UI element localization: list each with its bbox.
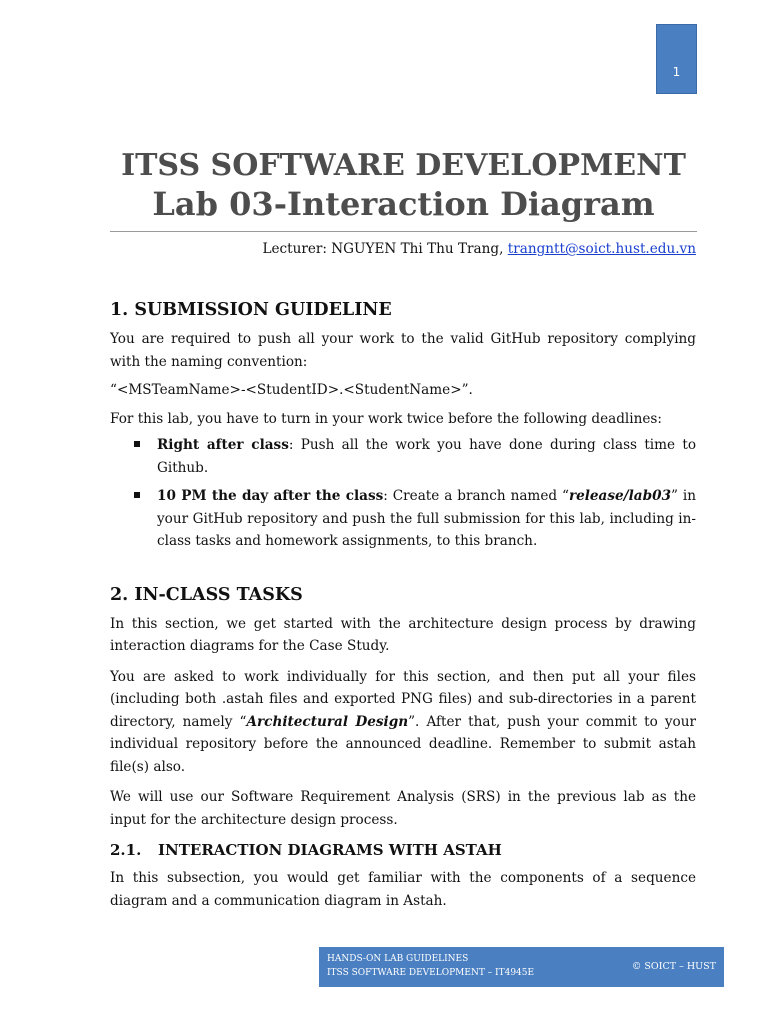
- deadline-2-label: 10 PM the day after the class: [157, 488, 384, 504]
- footer-copyright: © SOICT – HUST: [631, 961, 716, 972]
- naming-convention: “<MSTeamName>-<StudentID>.<StudentName>”.: [110, 382, 473, 398]
- deadline-2-text-b: ” in your GitHub repository and push the full submission for this lab, including in-class tasks and homework assignments, to this branch.: [157, 488, 696, 549]
- section-2-1-paragraph-1: In this subsection, you would get familiar with the components of a sequence diagram and a communication diagram in Astah.: [110, 870, 696, 909]
- section-2-1-number: 2.1.: [110, 841, 142, 859]
- title-line-2: Lab 03-Interaction Diagram: [152, 185, 655, 223]
- section-2-heading: 2. IN-CLASS TASKS: [110, 584, 303, 605]
- deadline-1-label: Right after class: [157, 437, 289, 453]
- page-number: 1: [672, 65, 681, 79]
- deadline-2-text-a: : Create a branch named “: [383, 488, 569, 504]
- footer-banner: [319, 947, 724, 987]
- lecturer-label: Lecturer: NGUYEN Thi Thu Trang,: [262, 241, 508, 257]
- bullet-icon: [134, 441, 140, 447]
- section-2-1-title: INTERACTION DIAGRAMS WITH ASTAH: [158, 841, 502, 859]
- section-1-heading: 1. SUBMISSION GUIDELINE: [110, 300, 392, 320]
- page-number-box: [656, 24, 697, 94]
- section-2-paragraph-2: [110, 666, 696, 779]
- section-2-paragraph-1: In this section, we get started with the architecture design process by drawing interaction diagrams for the Case Study.: [110, 615, 696, 654]
- bullet-icon: [134, 492, 140, 498]
- lecturer-line: [110, 240, 696, 258]
- section-2-paragraph-2b: ”. After that, push your commit to your individual repository before the announced deadline. Remember to submit astah file(s) also.: [110, 713, 696, 775]
- document-title: [110, 146, 697, 224]
- footer-left: [327, 952, 534, 980]
- deadline-1-text: : Push all the work you have done during class time to Github.: [157, 437, 697, 476]
- deadline-item-1: [157, 434, 696, 479]
- section-1-paragraph-1: You are required to push all your work to the valid GitHub repository complying with the naming convention:: [110, 331, 696, 370]
- footer-line-2: ITSS SOFTWARE DEVELOPMENT – IT4945E: [327, 968, 535, 978]
- document-body: [110, 298, 696, 912]
- title-line-1: ITSS SOFTWARE DEVELOPMENT: [121, 148, 686, 183]
- directory-name: Architectural Design: [246, 713, 409, 730]
- lecturer-email-link[interactable]: trangntt@soict.hust.edu.vn: [507, 241, 696, 257]
- branch-name: release/lab03: [568, 488, 672, 504]
- section-1-paragraph-3: For this lab, you have to turn in your work twice before the following deadlines:: [110, 410, 662, 427]
- footer-line-1: HANDS-ON LAB GUIDELINES: [327, 954, 469, 964]
- section-2-1-heading: [110, 839, 696, 861]
- section-2-paragraph-2a: You are asked to work individually for this section, and then put all your files (including both .astah files and exported PNG files) and sub-directories in a parent directory, namely “: [110, 668, 696, 730]
- deadline-list: [110, 434, 696, 553]
- section-2-paragraph-3: We will use our Software Requirement Analysis (SRS) in the previous lab as the input for the architecture design process.: [110, 789, 696, 828]
- title-divider: [110, 231, 697, 232]
- deadline-item-2: [157, 485, 696, 553]
